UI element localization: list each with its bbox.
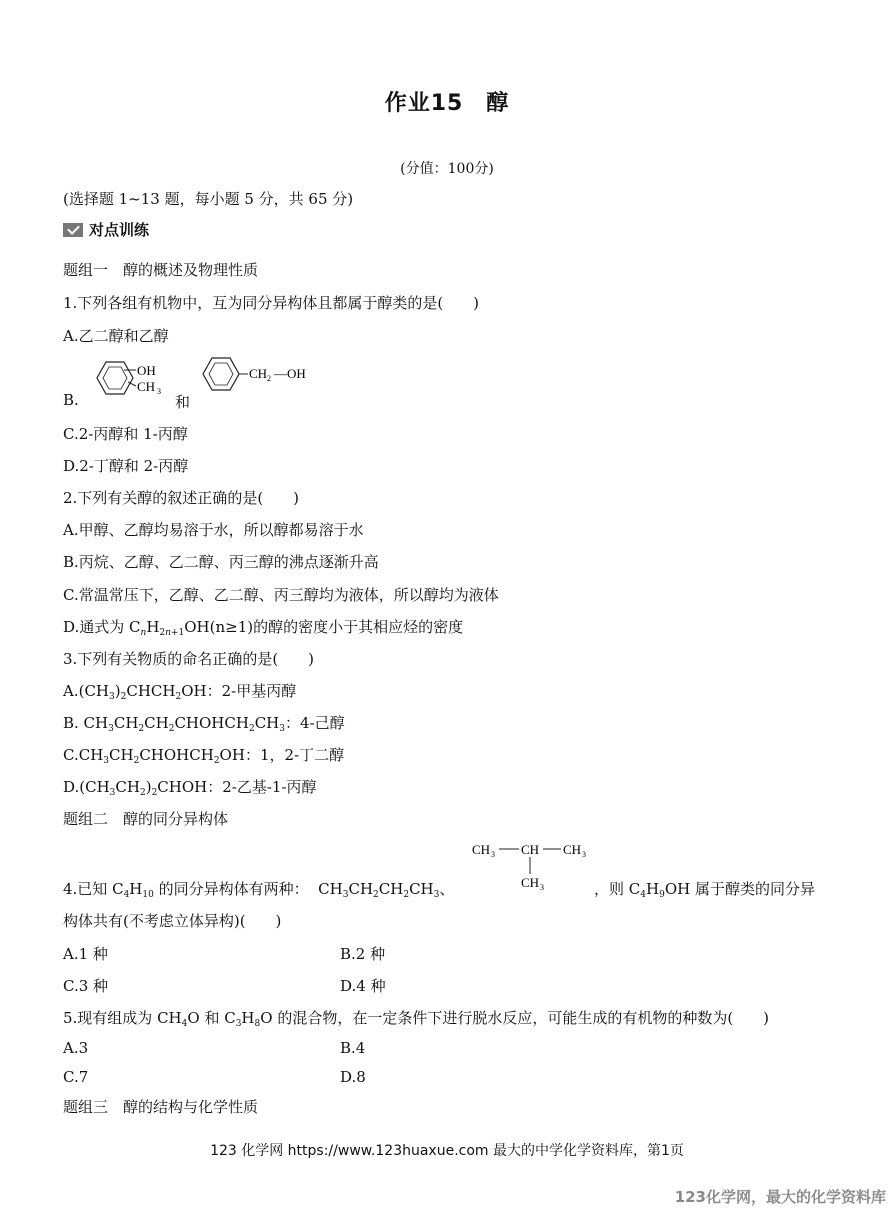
q2-option-c: C.常温常压下，乙醇、乙二醇、丙三醇均为液体，所以醇均为液体: [63, 586, 499, 604]
check-icon: [63, 223, 83, 237]
svg-text:3: 3: [582, 850, 586, 859]
q5-option-d: D.8: [340, 1068, 366, 1086]
group3-heading: 题组三 醇的结构与化学性质: [63, 1098, 259, 1116]
q4-option-a: A.1 种: [63, 945, 108, 963]
q5-option-c: C.7: [63, 1068, 89, 1086]
q3-option-c: $C.CH_3CH_2CHOHCH_2OH$：1，2-丁二醇: [63, 746, 345, 766]
svg-text:CH: CH: [249, 366, 268, 381]
q3-stem: 3.下列有关物质的命名正确的是( ): [63, 650, 315, 668]
page-footer: 123 化学网 https://www.123huaxue.com 最大的中学化学资料库，第1页: [210, 1143, 684, 1159]
q2-option-b: B.丙烷、乙醇、乙二醇、丙三醇的沸点逐渐升高: [63, 553, 379, 571]
q1-option-c: C.2-丙醇和 1-丙醇: [63, 425, 188, 443]
q3-option-d: $D.(CH_3CH_2)_2CHOH$：2-乙基-1-丙醇: [63, 778, 317, 798]
svg-text:3: 3: [157, 387, 161, 396]
svg-text:CH: CH: [472, 842, 491, 857]
q1-option-a: A.乙二醇和乙醇: [63, 327, 169, 345]
q5-stem: 5.现有组成为 $CH_4O$ 和 $C_3H_8O$ 的混合物，在一定条件下进行脱水反应，可能生成的有机物的种数为( ): [63, 1009, 770, 1029]
q2-stem: 2.下列有关醇的叙述正确的是( ): [63, 489, 300, 507]
svg-text:CH: CH: [563, 842, 582, 857]
q3-option-a: $A.(CH_3)_2CHCH_2OH$：2-甲基丙醇: [63, 682, 297, 702]
q1-stem: 1.下列各组有机物中，互为同分异构体且都属于醇类的是( ): [63, 294, 480, 312]
q4-stem-tail: ，则 $C_4H_9OH$ 属于醇类的同分异: [594, 880, 815, 900]
q1-option-b-and: 和: [175, 393, 191, 411]
svg-text:CH: CH: [137, 379, 156, 394]
q4-stem-line2: 构体共有(不考虑立体异构)( ): [63, 912, 282, 930]
q4-stem-line1: 4.已知 $C_4H_{10}$ 的同分异构体有两种： $CH_3CH_2CH_2CH_3$、: [63, 880, 455, 900]
section-heading: 对点训练: [63, 219, 149, 240]
q4-option-c: C.3 种: [63, 977, 109, 995]
watermark: 123化学网，最大的化学资料库: [674, 1188, 886, 1206]
score-info: (分值：100分): [400, 161, 494, 177]
q1-option-d: D.2-丁醇和 2-丙醇: [63, 457, 189, 475]
q5-option-a: A.3: [63, 1039, 89, 1057]
svg-text:OH: OH: [137, 363, 156, 378]
q1-option-b-label: B.: [63, 391, 79, 409]
q4-option-b: B.2 种: [340, 945, 386, 963]
svg-text:CH: CH: [521, 842, 540, 857]
group2-heading: 题组二 醇的同分异构体: [63, 810, 229, 828]
isobutane-structure: [470, 838, 595, 894]
q2-option-d: D.通式为 $C_nH_{2n+1}OH(n\ge 1)$的醇的密度小于其相应烃的密度: [63, 618, 464, 638]
q2-option-a: A.甲醇、乙醇均易溶于水，所以醇都易溶于水: [63, 521, 364, 539]
svg-text:3: 3: [491, 850, 495, 859]
q4-option-d: D.4 种: [340, 977, 386, 995]
page-title: 作业15 醇: [384, 91, 510, 116]
benzyl-alcohol-structure: [200, 352, 330, 404]
o-cresol-structure: [84, 354, 174, 406]
svg-text:3: 3: [540, 883, 544, 892]
svg-text:2: 2: [267, 374, 271, 383]
svg-text:—OH: —OH: [274, 366, 306, 381]
instructions: (选择题 1~13 题，每小题 5 分，共 65 分): [63, 190, 354, 208]
q5-option-b: B.4: [340, 1039, 366, 1057]
group1-heading: 题组一 醇的概述及物理性质: [63, 261, 259, 279]
q3-option-b: B. $CH_3CH_2CH_2CHOHCH_2CH_3$：4-己醇: [63, 714, 345, 734]
svg-text:CH: CH: [521, 875, 540, 890]
